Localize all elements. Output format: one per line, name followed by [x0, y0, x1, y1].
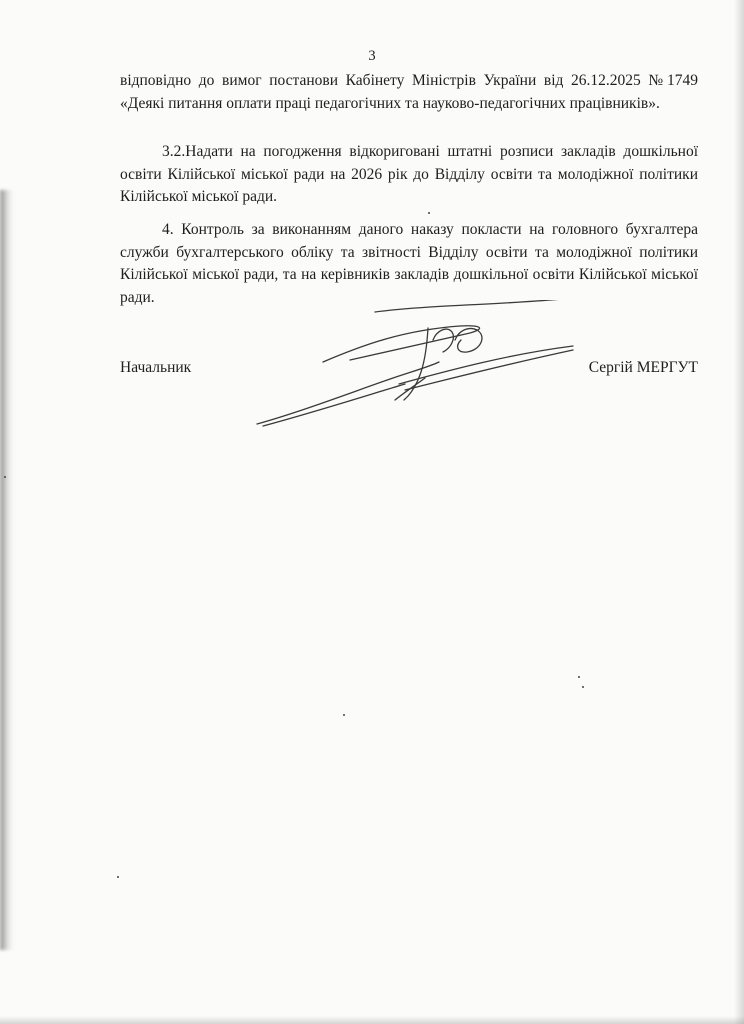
scan-speck	[4, 476, 6, 478]
paragraph-continuation	[120, 70, 698, 115]
scan-speck	[582, 686, 584, 688]
page-number: 3	[368, 48, 376, 64]
scan-speck	[578, 676, 580, 678]
scan-shadow-bottom	[0, 1016, 744, 1024]
paragraph-4	[120, 219, 698, 309]
scan-speck	[117, 876, 119, 878]
scan-speck	[343, 714, 345, 716]
paragraph-text: відповідно до вимог постанови Кабінету Міністрів України від 26.12.2025 №1749 «Деякі питання оплати праці педагогічних та науково-педагогічних працівників».	[120, 72, 698, 112]
signature-block	[120, 357, 698, 381]
paragraph-text: 4. Контроль за виконанням даного наказу покласти на головного бухгалтера служби бухгалтерського обліку та звітності Відділу освіти та молодіжної політики Кілійської міської ради, та на керівників закладів дошкільної освіти Кілійської міської ради.	[120, 221, 698, 306]
signatory-name: Сергій МЕРГУТ	[588, 359, 698, 376]
signatory-position: Начальник	[120, 359, 192, 376]
scan-speck	[428, 212, 430, 214]
paragraph-text: 3.2.Надати на погодження відкориговані штатні розписи закладів дошкільної освіти Кілійської міської ради на 2026 рік до Відділу освіти та молодіжної політики Кілійської міської ради.	[120, 143, 698, 205]
scan-shadow-left	[0, 190, 14, 950]
paragraph-3-2	[120, 141, 698, 209]
scan-shadow-right	[734, 0, 744, 1024]
